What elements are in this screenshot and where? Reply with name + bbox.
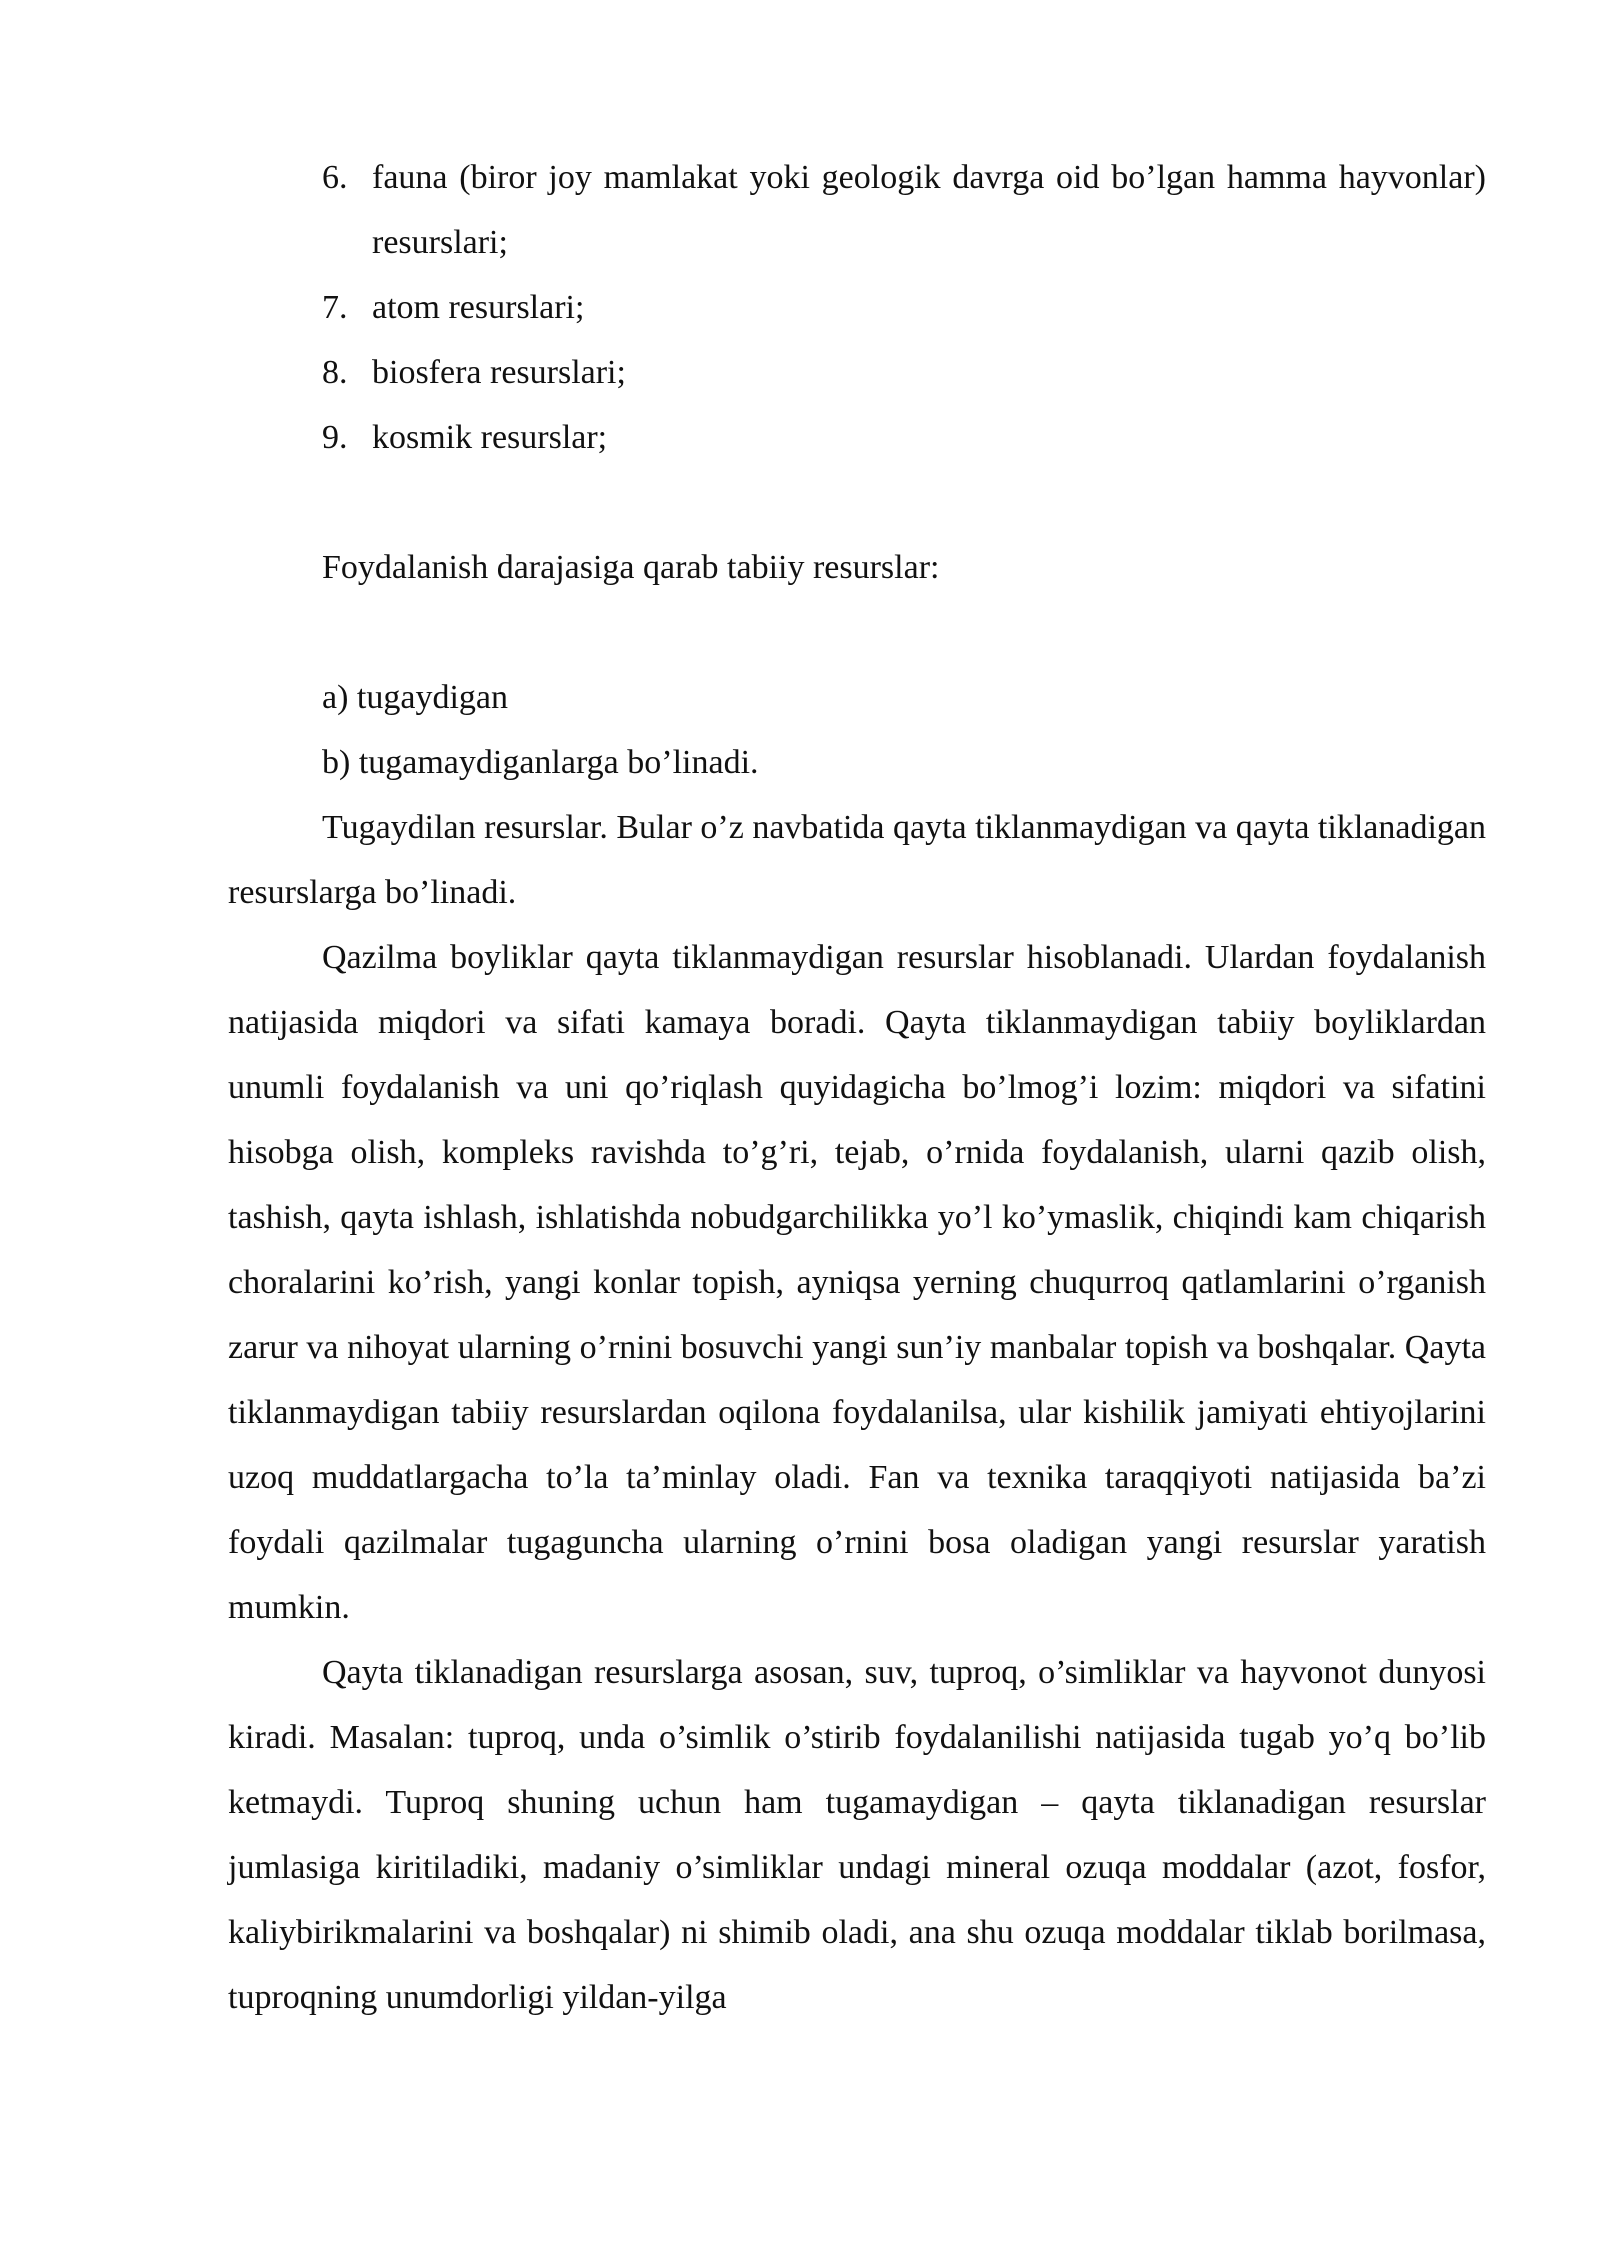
list-item-text: fauna (biror joy mamlakat yoki geologik davrga oid bo’lgan hamma hayvonlar) resurslari;: [372, 159, 1486, 261]
list-item: [228, 405, 1486, 470]
paragraph-renewable: Qayta tiklanadigan resurslarga asosan, suv, tuproq, o’simliklar va hayvonot dunyosi kiradi. Masalan: tuproq, unda o’simlik o’stirib foydalanilishi natijasida tugab yo’q bo’lib ketmaydi. Tuproq shuning uchun ham tugamaydigan – qayta tiklanadigan resurslar jumlasiga kiritiladiki, madaniy o’simliklar undagi mineral ozuqa moddalar (azot, fosfor, kaliybirikmalarini va boshqalar) ni shimib oladi, ana shu ozuqa moddalar tiklab borilmasa, tuproqning unumdorligi yildan-yilga: [228, 1654, 1486, 2016]
subitem-a: a) tugaydigan: [322, 679, 508, 716]
list-item: [228, 275, 1486, 340]
paragraph-non-renewable: Qazilma boyliklar qayta tiklanmaydigan resurslar hisoblanadi. Ulardan foydalanish natijasida miqdori va sifati kamaya boradi. Qayta tiklanmaydigan tabiiy boyliklardan unumli foydalanish va uni qo’riqlash quyidagicha bo’lmog’i lozim: miqdori va sifatini hisobga olish, kompleks ravishda to’g’ri, tejab, o’rnida foydalanish, ularni qazib olish, tashish, qayta ishlash, ishlatishda nobudgarchilikka yo’l ko’ymaslik, chiqindi kam chiqarish choralarini ko’rish, yangi konlar topish, ayniqsa yerning chuqurroq qatlamlarini o’rganish zarur va nihoyat ularning o’rnini bosuvchi yangi sun’iy manbalar topish va boshqalar. Qayta tiklanmaydigan tabiiy resurslardan oqilona foydalanilsa, ular kishilik jamiyati ehtiyojlarini uzoq muddatlargacha to’la ta’minlay oladi. Fan va texnika taraqqiyoti natijasida ba’zi foydali qazilmalar tugaguncha ularning o’rnini bosa oladigan yangi resurslar yaratish mumkin.: [228, 939, 1486, 1626]
blank-line: [228, 600, 1486, 665]
paragraph-exhaustible: Tugaydilan resurslar. Bular o’z navbatida qayta tiklanmaydigan va qayta tiklanadigan resurslarga bo’linadi.: [228, 809, 1486, 911]
subitem-b: b) tugamaydiganlarga bo’linadi.: [322, 744, 759, 781]
resource-list: [228, 145, 1486, 470]
list-item-text: atom resurslari;: [372, 289, 585, 326]
classification-heading: Foydalanish darajasiga qarab tabiiy resurslar:: [322, 549, 940, 586]
list-item-number: 8.: [322, 354, 348, 391]
list-item: [228, 340, 1486, 405]
blank-line: [228, 470, 1486, 535]
list-item-number: 7.: [322, 289, 348, 326]
list-item-text: kosmik resurslar;: [372, 419, 608, 456]
list-item-text: biosfera resurslari;: [372, 354, 626, 391]
list-item-number: 9.: [322, 419, 348, 456]
document-page: [228, 145, 1486, 2030]
list-item-number: 6.: [322, 159, 348, 196]
list-item: [228, 145, 1486, 275]
